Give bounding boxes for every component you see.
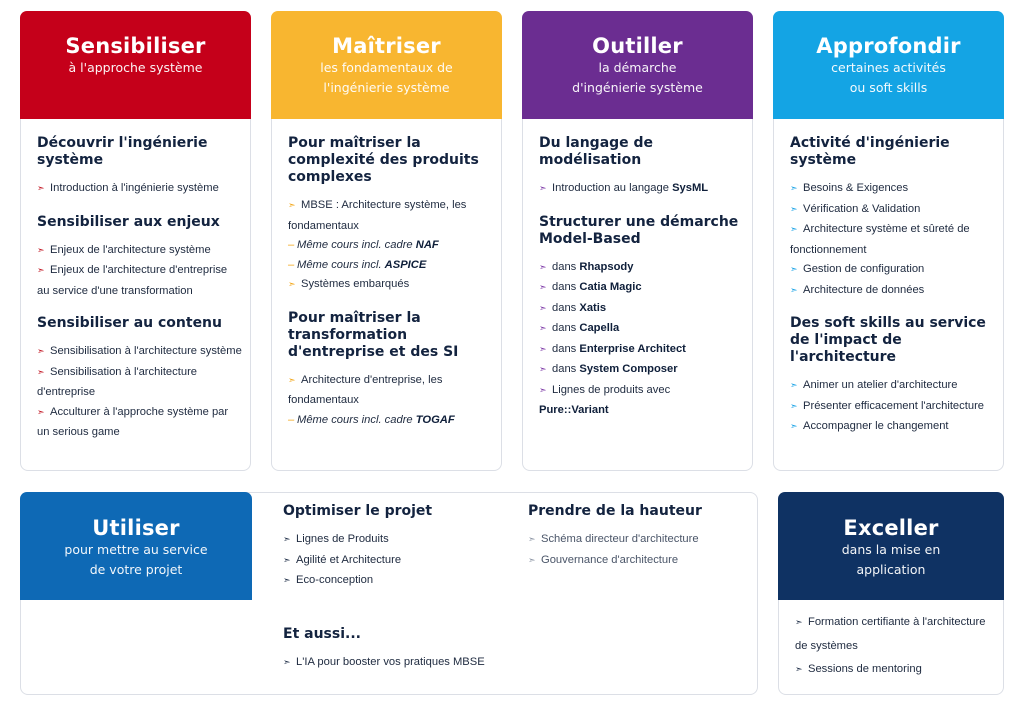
arrow-icon: ➣ bbox=[539, 283, 547, 293]
arrow-icon: ➣ bbox=[283, 576, 291, 586]
card-title: Utiliser bbox=[92, 516, 180, 540]
card-title: Sensibiliser bbox=[65, 34, 206, 58]
course-link[interactable]: ➣ Gouvernance d'architecture bbox=[528, 551, 748, 572]
course-link[interactable]: ➣ Formation certifiante à l'architecture de systèmes bbox=[795, 611, 995, 658]
arrow-icon: ➣ bbox=[790, 422, 798, 432]
course-link[interactable]: ➣ Présenter efficacement l'architecture bbox=[790, 397, 995, 418]
course-link[interactable]: ➣ Vérification & Validation bbox=[790, 200, 995, 221]
header-sensibiliser[interactable] bbox=[20, 11, 251, 119]
arrow-icon: ➣ bbox=[288, 201, 296, 211]
arrow-icon: ➣ bbox=[37, 184, 45, 194]
arrow-icon: ➣ bbox=[790, 225, 798, 235]
section-heading: Des soft skills au service de l'impact de l'architecture bbox=[790, 315, 986, 365]
course-link[interactable]: ➣ Besoins & Exigences bbox=[790, 179, 995, 200]
course-link[interactable]: ➣ dans Xatis bbox=[539, 299, 744, 320]
card-subtitle: la démarche bbox=[598, 60, 677, 75]
card-subtitle: dans la mise en bbox=[841, 542, 941, 557]
arrow-icon: ➣ bbox=[528, 555, 536, 566]
arrow-icon: ➣ bbox=[539, 303, 547, 314]
section-heading: Pour maîtriser la transformation d'entreprise et des SI bbox=[288, 309, 459, 360]
course-link[interactable]: ➣ dans Capella bbox=[539, 319, 744, 340]
course-link[interactable]: ➣ Introduction au langage SysML bbox=[539, 179, 744, 200]
card-subtitle: application bbox=[856, 562, 926, 577]
arrow-icon: ➣ bbox=[539, 385, 547, 396]
section-heading: Prendre de la hauteur bbox=[528, 503, 702, 519]
card-subtitle: certaines activités bbox=[831, 60, 946, 75]
header-utiliser[interactable] bbox=[20, 492, 252, 600]
card-subtitle: ou soft skills bbox=[849, 80, 928, 95]
course-variant-link[interactable]: – Même cours incl. cadre NAF bbox=[288, 239, 439, 251]
section-heading: Activité d'ingénierie système bbox=[790, 135, 950, 168]
course-link[interactable]: ➣ Animer un atelier d'architecture bbox=[790, 376, 995, 397]
arrow-icon: ➣ bbox=[539, 262, 547, 273]
card-subtitle: d'ingénierie système bbox=[572, 80, 703, 95]
card-utiliser bbox=[20, 492, 758, 695]
course-link[interactable]: ➣ Architecture d'entreprise, les fondamentaux bbox=[288, 373, 443, 406]
course-link[interactable]: ➣ Enjeux de l'architecture système bbox=[37, 241, 242, 262]
arrow-icon: ➣ bbox=[539, 324, 547, 334]
arrow-icon: ➣ bbox=[795, 665, 803, 675]
header-outiller[interactable] bbox=[522, 11, 753, 119]
section-heading: Sensibiliser aux enjeux bbox=[37, 213, 220, 230]
course-link[interactable]: ➣ Systèmes embarqués bbox=[288, 275, 493, 296]
course-link[interactable]: ➣ Sessions de mentoring bbox=[795, 658, 995, 682]
section-heading: Découvrir l'ingénierie système bbox=[37, 135, 208, 168]
arrow-icon: ➣ bbox=[37, 245, 45, 256]
card-outiller bbox=[522, 11, 753, 471]
course-link[interactable]: ➣ dans System Composer bbox=[539, 360, 744, 381]
card-title: Exceller bbox=[843, 516, 939, 540]
arrow-icon: ➣ bbox=[283, 555, 291, 566]
section-heading: Sensibiliser au contenu bbox=[37, 315, 222, 331]
arrow-icon: ➣ bbox=[37, 407, 45, 418]
course-variant-link[interactable]: – Même cours incl. ASPICE bbox=[288, 258, 427, 271]
course-link[interactable]: ➣ Eco-conception bbox=[283, 571, 513, 592]
header-maitriser[interactable] bbox=[271, 11, 502, 119]
course-link[interactable]: ➣ MBSE : Architecture système, les fondamentaux bbox=[288, 199, 467, 232]
course-link[interactable]: ➣ Agilité et Architecture bbox=[283, 551, 513, 572]
arrow-icon: ➣ bbox=[528, 535, 536, 545]
course-link[interactable]: ➣ Introduction à l'ingénierie système bbox=[37, 179, 242, 200]
card-subtitle: les fondamentaux de bbox=[320, 60, 453, 75]
card-subtitle: de votre projet bbox=[89, 562, 183, 577]
section-heading: Pour maîtriser la complexité des produits complexes bbox=[288, 135, 479, 185]
card-subtitle: à l'approche système bbox=[68, 60, 203, 75]
card-title: Outiller bbox=[592, 34, 683, 58]
header-exceller[interactable] bbox=[778, 492, 1004, 600]
card-exceller bbox=[778, 492, 1004, 695]
card-maitriser bbox=[271, 11, 502, 471]
arrow-icon: ➣ bbox=[37, 367, 45, 378]
course-link[interactable]: ➣ Accompagner le changement bbox=[790, 417, 995, 438]
card-subtitle: pour mettre au service bbox=[64, 542, 208, 557]
course-link[interactable]: ➣ Enjeux de l'architecture d'entreprise au service d'une transformation bbox=[37, 264, 228, 297]
card-title: Approfondir bbox=[816, 34, 961, 58]
course-link[interactable]: ➣ Acculturer à l'approche système par un serious game bbox=[37, 405, 229, 438]
arrow-icon: ➣ bbox=[283, 535, 291, 545]
card-subtitle: l'ingénierie système bbox=[323, 80, 450, 95]
arrow-icon: ➣ bbox=[539, 344, 547, 355]
arrow-icon: ➣ bbox=[539, 365, 547, 375]
card-sensibiliser bbox=[20, 11, 251, 471]
course-link[interactable]: ➣ dans Catia Magic bbox=[539, 278, 744, 299]
course-link[interactable]: ➣ Architecture de données bbox=[790, 281, 995, 302]
arrow-icon: ➣ bbox=[790, 381, 798, 391]
arrow-icon: ➣ bbox=[795, 618, 803, 628]
arrow-icon: ➣ bbox=[790, 401, 798, 412]
header-approfondir[interactable] bbox=[773, 11, 1004, 119]
arrow-icon: ➣ bbox=[288, 280, 296, 290]
section-heading: Optimiser le projet bbox=[283, 503, 433, 519]
arrow-icon: ➣ bbox=[790, 265, 798, 275]
course-link[interactable]: ➣ Sensibilisation à l'architecture système bbox=[37, 342, 242, 363]
card-approfondir bbox=[773, 11, 1004, 471]
arrow-icon: ➣ bbox=[539, 184, 547, 194]
arrow-icon: ➣ bbox=[283, 658, 291, 668]
arrow-icon: ➣ bbox=[37, 266, 45, 276]
arrow-icon: ➣ bbox=[790, 285, 798, 296]
section-heading: Structurer une démarche Model-Based bbox=[539, 213, 739, 247]
arrow-icon: ➣ bbox=[790, 204, 798, 215]
course-link[interactable]: ➣ Gestion de configuration bbox=[790, 260, 995, 281]
section-heading: Du langage de modélisation bbox=[539, 135, 654, 168]
arrow-icon: ➣ bbox=[790, 184, 798, 194]
course-link[interactable]: ➣ Architecture système et sûreté de fonctionnement bbox=[790, 223, 970, 256]
course-link[interactable]: ➣ Sensibilisation à l'architecture d'entreprise bbox=[37, 365, 198, 398]
section-heading: Et aussi... bbox=[283, 626, 361, 642]
course-link[interactable]: ➣ L'IA pour booster vos pratiques MBSE bbox=[283, 653, 583, 674]
course-link[interactable]: ➣ dans Enterprise Architect bbox=[539, 340, 744, 361]
arrow-icon: ➣ bbox=[288, 375, 296, 386]
course-link[interactable]: ➣ dans Rhapsody bbox=[539, 258, 744, 279]
course-link[interactable]: ➣ Lignes de produits avec Pure::Variant bbox=[539, 383, 671, 416]
card-title: Maîtriser bbox=[332, 34, 441, 58]
course-variant-link[interactable]: – Même cours incl. cadre TOGAF bbox=[288, 413, 455, 426]
course-link[interactable]: ➣ Schéma directeur d'architecture bbox=[528, 530, 748, 551]
course-link[interactable]: ➣ Lignes de Produits bbox=[283, 530, 513, 551]
arrow-icon: ➣ bbox=[37, 347, 45, 357]
